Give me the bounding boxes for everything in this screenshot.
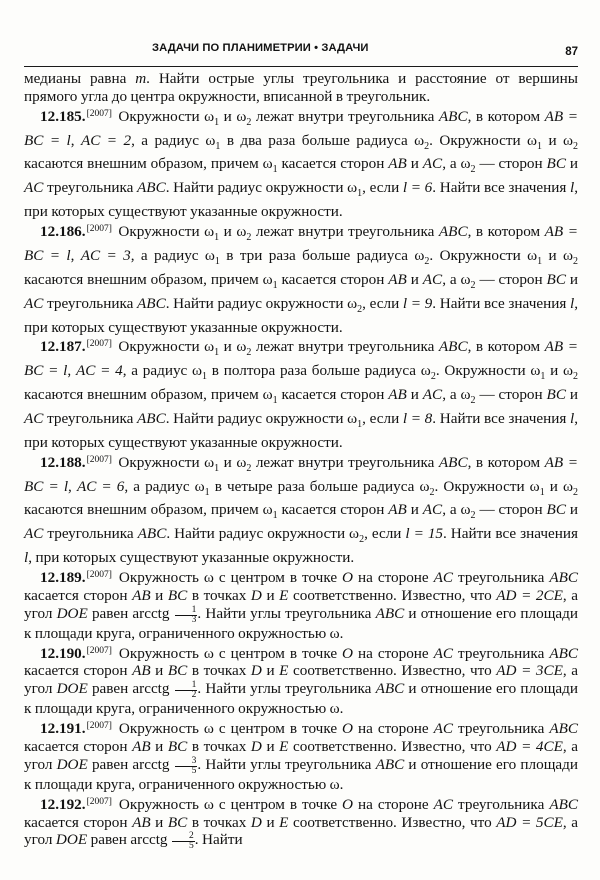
text-run: и ω bbox=[542, 246, 574, 264]
text-run: соответственно. Известно, что bbox=[288, 662, 497, 680]
text-run: Окружности ω bbox=[113, 453, 215, 471]
text-run: и отношение его площади к площади круга, ограниченного окружностью ω. bbox=[24, 680, 578, 718]
text-run: соответственно. Известно, что bbox=[288, 737, 497, 755]
year-tag: [2007] bbox=[86, 108, 112, 119]
text-run: — сторон bbox=[475, 501, 547, 519]
text-run: , в котором bbox=[467, 107, 545, 125]
subscript: 2 bbox=[470, 164, 476, 176]
subscript: 1 bbox=[272, 164, 278, 176]
subscript: 2 bbox=[573, 140, 578, 152]
text-run: AC = 3 bbox=[80, 246, 131, 264]
text-run: ABC bbox=[438, 107, 468, 125]
text-run: BC bbox=[167, 813, 188, 831]
text-run: . Найти углы треугольника bbox=[197, 680, 376, 698]
text-run: . Найти углы треугольника bbox=[197, 755, 376, 773]
text-run: . Окружности ω bbox=[435, 362, 541, 380]
text-run: и ω bbox=[542, 131, 573, 149]
subscript: 2 bbox=[246, 347, 252, 359]
text-run: касается сторон bbox=[277, 386, 389, 404]
problem-number: 12.191. bbox=[40, 720, 86, 738]
text-run: l = 6 bbox=[402, 179, 433, 197]
subscript: 2 bbox=[359, 534, 365, 546]
text-run: , а ω bbox=[442, 501, 471, 519]
subscript: 1 bbox=[214, 347, 220, 359]
text-run: касается сторон bbox=[277, 155, 389, 173]
text-run: на стороне bbox=[353, 644, 434, 662]
text-run: треугольника bbox=[453, 569, 550, 587]
problem-12-189 bbox=[24, 567, 578, 643]
text-run: DOE bbox=[56, 604, 88, 622]
text-run: ABC bbox=[375, 680, 405, 698]
fraction-denominator: 2 bbox=[191, 690, 197, 701]
subscript: 2 bbox=[424, 140, 430, 152]
text-run: E bbox=[279, 586, 289, 604]
year-tag: [2007] bbox=[86, 570, 112, 581]
text-run: BC bbox=[167, 662, 188, 680]
text-run: . Найти все значения bbox=[432, 179, 570, 197]
text-run: AC bbox=[422, 270, 443, 288]
text-run: AB bbox=[132, 586, 151, 604]
text-run: D bbox=[250, 662, 262, 680]
text-run: и bbox=[150, 662, 168, 680]
text-run: AB bbox=[388, 155, 407, 173]
text-run: O bbox=[342, 795, 354, 813]
text-run: AC bbox=[422, 155, 443, 173]
text-run: , bbox=[68, 477, 77, 495]
text-run: , bbox=[70, 246, 81, 264]
subscript: 2 bbox=[424, 255, 430, 267]
text-run: равен arcctg bbox=[87, 755, 174, 773]
text-run: ABC bbox=[438, 223, 468, 241]
text-run: AC = 6 bbox=[76, 477, 125, 495]
problem-number: 12.186. bbox=[40, 223, 86, 241]
text-run: равен arcctg bbox=[87, 680, 174, 698]
text-run: ABC bbox=[549, 569, 578, 587]
text-run: AB bbox=[132, 813, 151, 831]
text-run: треугольника bbox=[43, 525, 138, 543]
text-run: AD = 5CE bbox=[496, 813, 563, 831]
text-run: ABC bbox=[375, 755, 405, 773]
subscript: 1 bbox=[272, 395, 278, 407]
text-run: AB bbox=[388, 501, 407, 519]
fraction-numerator: 1 bbox=[175, 606, 198, 616]
year-tag: [2007] bbox=[86, 645, 112, 656]
subscript: 2 bbox=[470, 279, 476, 291]
text-run: DOE bbox=[56, 680, 88, 698]
text-run: и bbox=[406, 386, 423, 404]
text-run: , при которых существуют указанные окружности. bbox=[24, 179, 579, 221]
text-run: и ω bbox=[219, 223, 247, 241]
text-run: AB = BC = l bbox=[24, 107, 578, 149]
text-run: и bbox=[150, 737, 168, 755]
text-run: треугольника bbox=[453, 720, 550, 738]
text-run: O bbox=[342, 569, 354, 587]
text-run: , а ω bbox=[442, 155, 471, 173]
subscript: 1 bbox=[272, 510, 278, 522]
text-run: . Найти углы треугольника bbox=[197, 604, 376, 622]
subscript: 1 bbox=[202, 371, 208, 383]
text-run: — сторон bbox=[475, 386, 547, 404]
text-run: на стороне bbox=[353, 720, 434, 738]
text-run: в полтора раза больше радиуса ω bbox=[207, 362, 431, 380]
text-run: и ω bbox=[219, 107, 247, 125]
text-run: и отношение его площади к площади круга, ограниченного окружностью ω. bbox=[24, 604, 578, 642]
text-run: треугольника bbox=[453, 795, 550, 813]
text-run: и ω bbox=[545, 362, 573, 380]
subscript: 1 bbox=[214, 255, 220, 267]
text-run: D bbox=[250, 813, 262, 831]
text-run: , если bbox=[362, 179, 403, 197]
text-run: Окружность ω с центром в точке bbox=[113, 795, 343, 813]
text-run: в четыре раза больше радиуса ω bbox=[209, 477, 430, 495]
subscript: 2 bbox=[246, 232, 252, 244]
text-run: , если bbox=[362, 294, 403, 312]
text-run: , а радиус ω bbox=[122, 362, 203, 380]
problem-number: 12.192. bbox=[40, 795, 86, 813]
text-run: , в котором bbox=[467, 453, 545, 471]
year-tag: [2007] bbox=[86, 339, 112, 350]
text-run: и bbox=[565, 501, 579, 519]
text-run: касается сторон bbox=[277, 270, 389, 288]
subscript: 1 bbox=[214, 232, 220, 244]
subscript: 1 bbox=[214, 462, 220, 474]
text-run: и bbox=[406, 270, 423, 288]
text-run: AB bbox=[132, 662, 151, 680]
subscript: 2 bbox=[357, 303, 363, 315]
text-run: и bbox=[261, 737, 280, 755]
text-run: в точках bbox=[187, 586, 251, 604]
fraction-denominator: 3 bbox=[191, 614, 197, 625]
text-run: и bbox=[150, 586, 168, 604]
text-run: E bbox=[279, 737, 289, 755]
year-tag: [2007] bbox=[86, 454, 112, 465]
text-run: . Найти все значения bbox=[432, 294, 570, 312]
fraction bbox=[172, 832, 195, 851]
text-run: . Найти радиус окружности ω bbox=[165, 294, 358, 312]
text-run: ABC bbox=[137, 294, 166, 312]
text-run: , bbox=[67, 362, 76, 380]
text-run: AB = BC = l bbox=[24, 223, 578, 264]
text-run: и bbox=[565, 386, 579, 404]
text-run: AC = 2 bbox=[80, 131, 132, 149]
text-run: l = 9 bbox=[402, 294, 433, 312]
text-run: , а угол bbox=[24, 586, 578, 622]
text-run: D bbox=[250, 737, 262, 755]
subscript: 2 bbox=[470, 395, 476, 407]
fraction-numerator: 1 bbox=[175, 681, 198, 691]
text-run: AC bbox=[422, 501, 443, 519]
subscript: 1 bbox=[204, 486, 210, 498]
fraction-numerator: 2 bbox=[172, 832, 195, 842]
text-run: , если bbox=[364, 525, 406, 543]
text-run: и ω bbox=[219, 453, 247, 471]
text-run: треугольника bbox=[43, 294, 138, 312]
text-run: AB = BC = l bbox=[24, 453, 578, 495]
text-run: касается сторон bbox=[277, 501, 389, 519]
text-run: касаются внешним образом, причем ω bbox=[24, 386, 273, 404]
text-run: касается сторон bbox=[24, 813, 133, 831]
text-run: и bbox=[261, 813, 280, 831]
text-run: ABC bbox=[137, 179, 166, 197]
page-header bbox=[24, 36, 578, 67]
text-run: O bbox=[342, 644, 354, 662]
fraction-numerator: 3 bbox=[175, 757, 198, 767]
text-run: l bbox=[24, 549, 29, 567]
text-run: AC bbox=[433, 720, 454, 738]
intro-paragraph: медианы равна m. Найти острые углы треугольника и расстояние от вершины прямого угла до центра окружности, вписанной в треугольник. bbox=[24, 70, 578, 105]
text-run: лежат внутри треугольника bbox=[251, 338, 439, 356]
text-run: BC bbox=[546, 501, 566, 519]
problem-12-188 bbox=[24, 452, 578, 567]
text-run: и ω bbox=[219, 338, 247, 356]
subscript: 1 bbox=[357, 188, 363, 200]
text-run: касаются внешним образом, причем ω bbox=[24, 270, 273, 288]
text-run: и bbox=[565, 270, 579, 288]
text-run: , а ω bbox=[442, 386, 471, 404]
text-run: , в котором bbox=[467, 338, 545, 356]
subscript: 2 bbox=[573, 255, 579, 267]
text-run: на стороне bbox=[353, 569, 434, 587]
text-run: AC = 4 bbox=[75, 362, 123, 380]
text-run: . Окружности ω bbox=[429, 246, 538, 264]
text-run: l = 8 bbox=[402, 410, 433, 427]
text-run: касается сторон bbox=[24, 586, 133, 604]
text-run: , при которых существуют указанные окружности. bbox=[24, 294, 579, 336]
text-run: AC bbox=[433, 569, 454, 587]
text-run: E bbox=[279, 662, 289, 680]
subscript: 2 bbox=[572, 486, 578, 498]
text-run: , а радиус ω bbox=[124, 477, 205, 495]
text-run: l = 15 bbox=[405, 525, 444, 543]
problem-12-191 bbox=[24, 718, 578, 794]
text-run: BC bbox=[546, 155, 566, 173]
text-run: ABC bbox=[375, 604, 405, 622]
text-run: E bbox=[279, 813, 289, 831]
text-run: BC bbox=[167, 586, 188, 604]
text-run: — сторон bbox=[475, 270, 547, 288]
text-run: l bbox=[569, 179, 575, 197]
text-run: , а ω bbox=[442, 270, 471, 288]
problem-12-187 bbox=[24, 336, 578, 451]
subscript: 1 bbox=[539, 486, 545, 498]
text-run: AC bbox=[422, 386, 443, 404]
subscript: 2 bbox=[573, 371, 578, 383]
text-run: соответственно. Известно, что bbox=[288, 586, 497, 604]
text-run: l bbox=[569, 410, 575, 427]
text-run: AD = 2CE bbox=[496, 586, 563, 604]
text-run: . Найти bbox=[194, 831, 243, 849]
year-tag: [2007] bbox=[86, 224, 112, 235]
text-run: , а угол bbox=[24, 813, 578, 849]
text-run: и ω bbox=[544, 477, 573, 495]
text-run: в точках bbox=[187, 662, 251, 680]
subscript: 1 bbox=[537, 255, 543, 267]
text-run: — сторон bbox=[475, 155, 547, 173]
text-run: и bbox=[406, 155, 423, 173]
text-run: треугольника bbox=[43, 410, 138, 427]
text-run: O bbox=[342, 720, 354, 738]
text-run: ABC bbox=[137, 410, 166, 427]
subscript: 1 bbox=[214, 116, 220, 128]
text-run: ABC bbox=[137, 525, 167, 543]
text-run: , при которых существуют указанные окружности. bbox=[28, 549, 355, 567]
text-run: . Найти все значения bbox=[443, 525, 579, 543]
subscript: 1 bbox=[272, 279, 278, 291]
text-run: лежат внутри треугольника bbox=[251, 223, 439, 241]
text-run: Окружность ω с центром в точке bbox=[113, 569, 343, 587]
text-run: l bbox=[569, 294, 575, 312]
problem-12-190 bbox=[24, 643, 578, 719]
text-run: и bbox=[261, 662, 280, 680]
text-run: , а радиус ω bbox=[131, 131, 216, 149]
subscript: 1 bbox=[540, 371, 546, 383]
text-run: касается сторон bbox=[24, 737, 133, 755]
text-run: лежат внутри треугольника bbox=[251, 453, 439, 471]
text-run: касается сторон bbox=[24, 662, 133, 680]
text-run: треугольника bbox=[43, 179, 138, 197]
text-run: в два раза больше радиуса ω bbox=[220, 131, 425, 149]
text-run: ABC bbox=[438, 453, 468, 471]
problem-number: 12.190. bbox=[40, 644, 86, 662]
text-run: AC bbox=[24, 179, 44, 197]
text-run: ABC bbox=[438, 338, 468, 356]
subscript: 2 bbox=[429, 486, 435, 498]
text-run: . Окружности ω bbox=[429, 131, 538, 149]
fraction bbox=[175, 757, 198, 776]
text-run: равен arcctg bbox=[87, 604, 174, 622]
text-run: . Найти радиус окружности ω bbox=[166, 525, 360, 543]
running-head: ЗАДАЧИ ПО ПЛАНИМЕТРИИ • ЗАДАЧИ bbox=[152, 42, 369, 54]
text-run: . Найти радиус окружности ω bbox=[165, 179, 358, 197]
problem-12-185 bbox=[24, 106, 578, 221]
text-run: ABC bbox=[549, 644, 578, 662]
text-run: , а угол bbox=[24, 662, 578, 698]
problem-number: 12.188. bbox=[40, 453, 86, 471]
page-number: 87 bbox=[565, 46, 578, 58]
text-run: AC bbox=[433, 795, 454, 813]
text-run: ABC bbox=[549, 795, 578, 813]
fraction bbox=[175, 606, 198, 625]
text-run: в точках bbox=[187, 813, 251, 831]
text-run: Окружность ω с центром в точке bbox=[113, 720, 343, 738]
fraction bbox=[175, 681, 198, 700]
text-run: AC bbox=[433, 644, 454, 662]
text-run: AB bbox=[388, 386, 407, 404]
problem-number: 12.185. bbox=[40, 107, 86, 125]
text-run: и bbox=[565, 155, 579, 173]
year-tag: [2007] bbox=[86, 796, 112, 807]
subscript: 2 bbox=[246, 462, 252, 474]
text-run: в точках bbox=[187, 737, 251, 755]
text-run: касаются внешним образом, причем ω bbox=[24, 155, 273, 173]
text-run: , а радиус ω bbox=[130, 246, 215, 264]
problem-text-column bbox=[24, 70, 578, 851]
problem-12-192 bbox=[24, 794, 578, 852]
text-run: . Найти все значения bbox=[432, 410, 570, 427]
text-run: касаются внешним образом, причем ω bbox=[24, 501, 273, 519]
subscript: 1 bbox=[537, 140, 543, 152]
problem-number: 12.187. bbox=[40, 338, 86, 356]
text-run: и bbox=[261, 586, 280, 604]
text-run: , bbox=[70, 131, 81, 149]
text-run: , а угол bbox=[24, 737, 578, 773]
text-run: ABC bbox=[549, 720, 578, 738]
text-run: AD = 3CE bbox=[496, 662, 563, 680]
text-run: Окружности ω bbox=[113, 223, 215, 241]
subscript: 2 bbox=[246, 116, 252, 128]
text-run: AB bbox=[132, 737, 151, 755]
text-run: , при которых существуют указанные окружности. bbox=[24, 410, 579, 451]
text-run: BC bbox=[546, 386, 566, 404]
text-run: , если bbox=[362, 410, 403, 427]
subscript: 2 bbox=[430, 371, 436, 383]
text-run: и bbox=[150, 813, 168, 831]
year-tag: [2007] bbox=[86, 721, 112, 732]
text-run: Окружности ω bbox=[113, 107, 215, 125]
text-run: AB bbox=[388, 270, 407, 288]
text-run: и отношение его площади к площади круга, ограниченного окружностью ω. bbox=[24, 755, 578, 793]
text-run: треугольника bbox=[453, 644, 550, 662]
text-run: AC bbox=[24, 525, 44, 543]
text-run: AC bbox=[24, 410, 44, 427]
text-run: соответственно. Известно, что bbox=[288, 813, 497, 831]
text-run: AC bbox=[24, 294, 44, 312]
text-run: . Окружности ω bbox=[434, 477, 540, 495]
subscript: 1 bbox=[215, 140, 221, 152]
subscript: 2 bbox=[470, 510, 476, 522]
text-run: DOE bbox=[55, 831, 88, 849]
text-run: DOE bbox=[56, 755, 88, 773]
subscript: 1 bbox=[357, 419, 363, 431]
problem-12-186 bbox=[24, 221, 578, 336]
text-run: равен arcctg bbox=[87, 831, 172, 849]
text-run: и bbox=[406, 501, 423, 519]
text-run: AD = 4CE bbox=[496, 737, 563, 755]
text-run: Окружность ω с центром в точке bbox=[113, 644, 343, 662]
text-run: лежат внутри треугольника bbox=[251, 107, 439, 125]
text-run: BC bbox=[546, 270, 566, 288]
fraction-denominator: 5 bbox=[189, 841, 194, 852]
text-run: Окружности ω bbox=[113, 338, 215, 356]
text-run: AB = BC = l bbox=[24, 338, 578, 380]
text-run: на стороне bbox=[353, 795, 434, 813]
fraction-denominator: 5 bbox=[191, 765, 197, 776]
text-run: , в котором bbox=[467, 223, 545, 241]
problem-number: 12.189. bbox=[40, 569, 86, 587]
text-run: в три раза больше радиуса ω bbox=[219, 246, 425, 264]
text-run: D bbox=[250, 586, 262, 604]
text-run: . Найти радиус окружности ω bbox=[165, 410, 358, 427]
text-run: BC bbox=[167, 737, 188, 755]
